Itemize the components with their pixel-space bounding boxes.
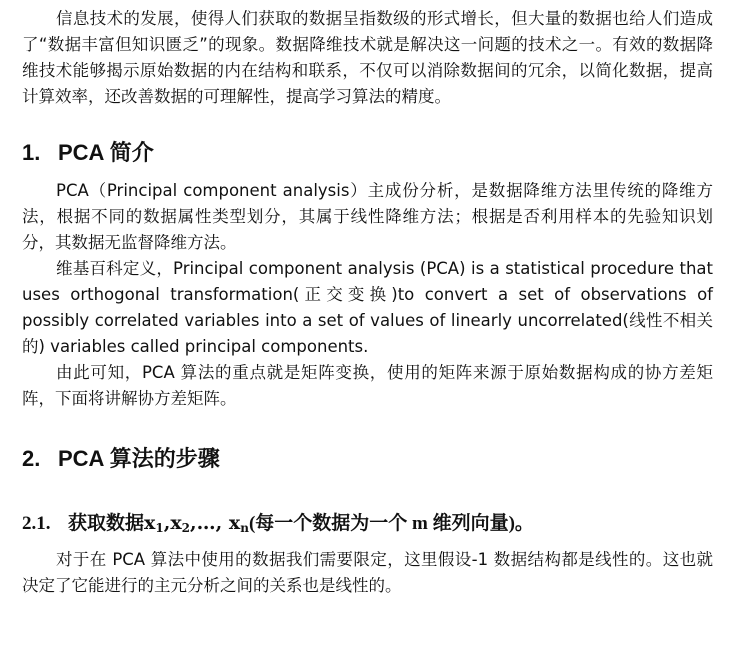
matrix-transform-paragraph: 由此可知，PCA 算法的重点就是矩阵变换，使用的矩阵来源于原始数据构成的协方差矩阵，下面将讲解协方差矩阵。 <box>22 363 713 408</box>
subsection-title-suffix: (每一个数据为一个 m 维列向量)。 <box>248 513 534 534</box>
pca-definition-paragraph: PCA（Principal component analysis）主成份分析，是数据降维方法里传统的降维方法，根据不同的数据属性类型划分，其属于线性降维方法；根据是否利用样本的先验知识划分，其数据无监督降维方法。 <box>22 181 713 252</box>
section-title: PCA 简介 <box>58 140 154 165</box>
subsection-number: 2.1. <box>22 513 51 534</box>
wikipedia-definition-paragraph: 维基百科定义，Principal component analysis (PCA) is a statistical procedure that uses orthogonal transformation(正交变换)to convert a set of observations of possibly correlated variables into a set of values of linearly uncorrelated(线性不相关的) variables called principal components. <box>22 259 713 356</box>
subsection-heading-get-data <box>22 508 713 543</box>
section-number: 1. <box>22 140 41 165</box>
intro-paragraph: 信息技术的发展，使得人们获取的数据呈指数级的形式增长，但大量的数据也给人们造成了“数据丰富但知识匮乏”的现象。数据降维技术就是解决这一问题的技术之一。有效的数据降维技术能够揭示原始数据的内在结构和联系，不仅可以消除数据间的冗余，以简化数据，提高计算效率，还改善数据的可理解性，提高学习算法的精度。 <box>22 9 713 106</box>
section-title: PCA 算法的步骤 <box>58 446 220 471</box>
math-variable-list: $x_1,x_2,\dots$, $x_n$ <box>144 512 249 535</box>
section-heading-pca-steps <box>22 444 713 474</box>
section-heading-pca-intro <box>22 138 713 168</box>
section-number: 2. <box>22 446 41 471</box>
subsection-title-prefix: 获取数据 <box>68 513 145 534</box>
data-linearity-paragraph: 对于在 PCA 算法中使用的数据我们需要限定，这里假设-1 数据结构都是线性的。这也就决定了它能进行的主元分析之间的关系也是线性的。 <box>22 550 713 595</box>
